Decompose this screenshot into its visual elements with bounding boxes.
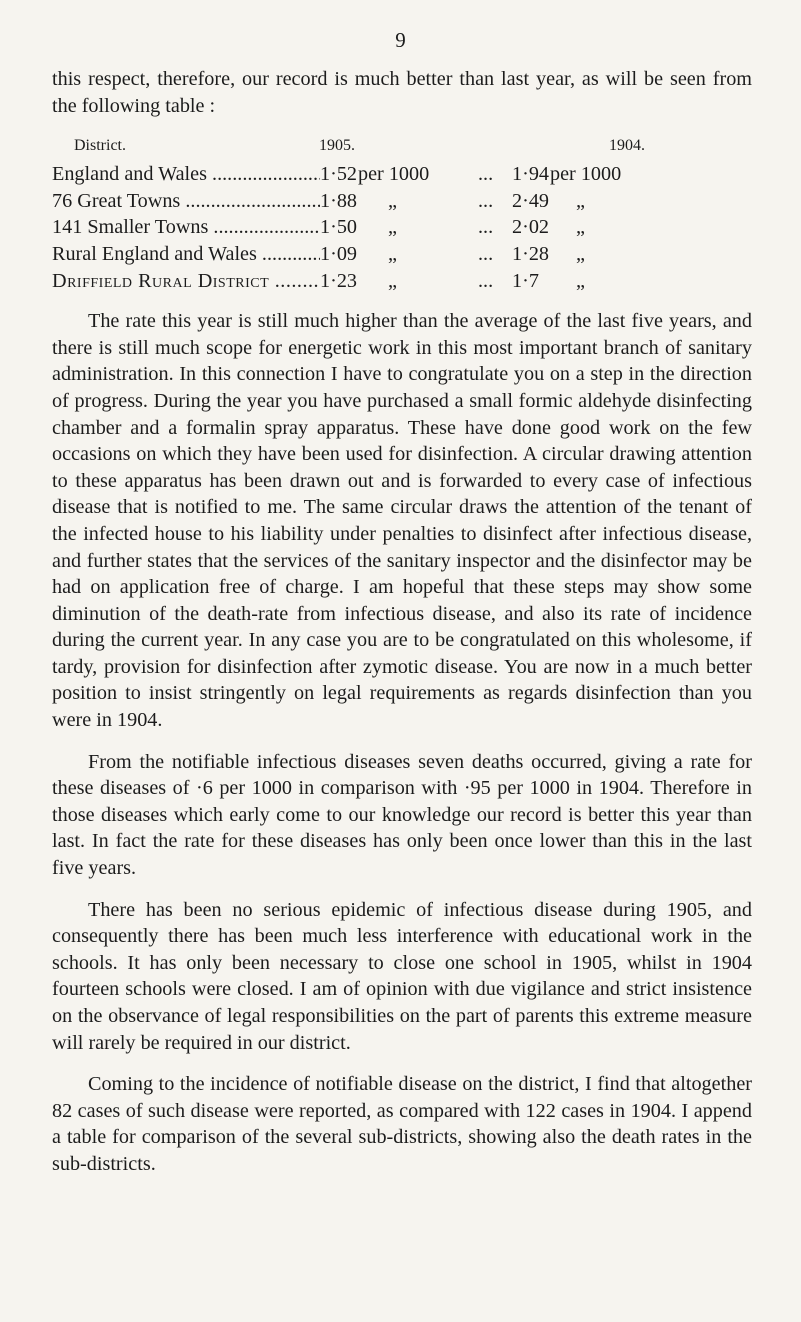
unit-1904: per 1000 (550, 163, 622, 186)
unit-1905: per 1000 (358, 163, 430, 186)
document-body (52, 66, 752, 1178)
table-row (52, 161, 752, 188)
separator: ... (478, 163, 494, 186)
body-paragraph: From the notifiable infectious diseases seven deaths occurred, giving a rate for these diseases of ·6 per 1000 in comparison with ·95 per 1000 in 1904. Therefore in those diseases which early come to our knowledge our record is better this year than last. In fact the rate for these diseases has only been once lower than this in the last five years. (52, 750, 752, 880)
leader-dots (269, 270, 320, 292)
header-1905: 1905. (319, 137, 355, 155)
unit-1905: „ (388, 216, 397, 239)
table-row (52, 214, 752, 241)
separator: ... (478, 189, 494, 212)
district-name: Rural England and Wales (52, 242, 257, 265)
page-number: 9 (395, 28, 406, 52)
value-1905: 1·23 (320, 269, 358, 292)
death-rate-table (52, 135, 752, 294)
value-1904: 1·28 (512, 242, 550, 265)
leader-dots (208, 216, 320, 238)
district-name: 141 Smaller Towns (52, 216, 209, 239)
unit-1905: „ (388, 269, 397, 292)
separator: ... (478, 216, 494, 239)
table-row (52, 241, 752, 268)
separator: ... (478, 269, 494, 292)
unit-1905: „ (388, 189, 397, 212)
body-paragraph: The rate this year is still much higher than the average of the last five years, and there is still much scope for energetic work in this most important branch of sanitary administration. In this connection I have to congratulate you on a step in the direction of progress. During the year you have purchased a small formic aldehyde disinfecting chamber and a formalin spray apparatus. These have done good work on the few occasions on which they have been used for disinfection. A circular drawing attention to these apparatus has been drawn out and is forwarded to every case of infectious disease that is notified to me. The same circular draws the attention of the tenant of the infected house to his liability under penalties to disinfect after infectious disease, and further states that the services of the sanitary inspector and the disinfector may be had on application free of charge. I am hopeful that these steps may show some diminution of the death-rate from infectious disease, and also its rate of incidence during the current year. In any case you are to be congratulated on this wholesome, if tardy, provision for disinfection after zymotic disease. You are now in a much better position to insist stringently on legal requirements as regards disinfection than you were in 1904. (52, 310, 752, 732)
value-1905: 1·50 (320, 216, 358, 239)
unit-1905: „ (388, 242, 397, 265)
header-district: District. (74, 137, 126, 155)
leader-dots (257, 243, 320, 265)
value-1905: 1·88 (320, 189, 358, 212)
header-1904: 1904. (609, 137, 645, 155)
separator: ... (478, 242, 494, 265)
value-1904: 1·94 (512, 163, 550, 186)
unit-1904: „ (576, 242, 585, 265)
district-name: 76 Great Towns (52, 189, 181, 212)
body-paragraph: There has been no serious epidemic of infectious disease during 1905, and consequently there has been much less interference with educational work in the schools. It has only been necessary to close one school in 1905, whilst in 1904 fourteen schools were closed. I am of opinion with due vigilance and strict insistence on the observance of legal responsibilities on the part of parents this extreme measure will rarely be required in our district. (52, 898, 752, 1054)
leader-dots (207, 163, 320, 185)
unit-1904: „ (576, 269, 585, 292)
value-1904: 2·02 (512, 216, 550, 239)
value-1905: 1·09 (320, 242, 358, 265)
table-header (52, 135, 752, 157)
table-row (52, 188, 752, 215)
unit-1904: „ (576, 216, 585, 239)
intro-paragraph: this respect, therefore, our record is much better than last year, as will be seen from the following table : (52, 68, 752, 117)
district-name: Driffield Rural District (52, 269, 270, 292)
leader-dots (180, 190, 320, 212)
value-1905: 1·52 (320, 163, 358, 186)
body-paragraph: Coming to the incidence of notifiable disease on the district, I find that altogether 82 cases of such disease were reported, as compared with 122 cases in 1904. I append a table for comparison of the several sub-districts, showing also the death rates in the sub-districts. (52, 1073, 752, 1175)
table-row (52, 268, 752, 295)
district-name: England and Wales (52, 163, 207, 186)
value-1904: 2·49 (512, 189, 550, 212)
unit-1904: „ (576, 189, 585, 212)
value-1904: 1·7 (512, 269, 539, 292)
